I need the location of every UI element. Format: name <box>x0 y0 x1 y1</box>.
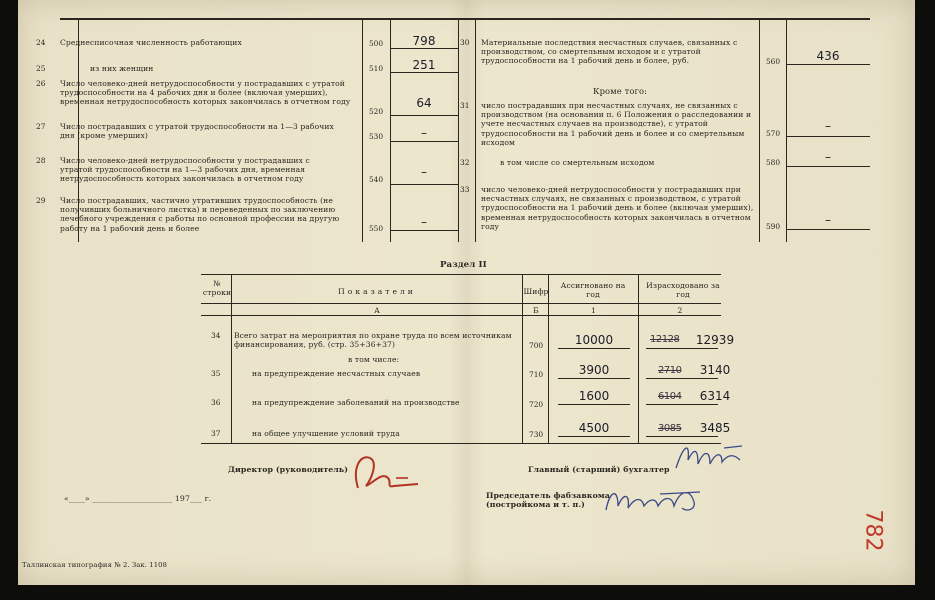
row-value: – <box>421 165 427 179</box>
row-code: 530 <box>368 132 384 141</box>
subheader-assigned: 1 <box>591 306 596 315</box>
row-number: 35 <box>211 369 221 378</box>
value-underline <box>646 436 718 437</box>
spent-crossed-value: 3085 <box>658 423 682 434</box>
row-code: 520 <box>368 107 384 116</box>
row-value: 798 <box>412 34 436 48</box>
chairman-signature <box>600 480 710 520</box>
row-number: 26 <box>36 79 46 88</box>
accountant-signature <box>668 438 748 478</box>
row-number: 34 <box>211 331 221 340</box>
spent-crossed-value: 2710 <box>658 365 682 376</box>
header-code: Шифр <box>523 287 549 296</box>
subheader-code: Б <box>533 306 539 315</box>
row-code: 720 <box>529 400 544 409</box>
value-underline <box>646 404 718 405</box>
assigned-value: 4500 <box>578 421 610 435</box>
row-number: 36 <box>211 398 221 407</box>
row-code: 700 <box>529 341 544 350</box>
in-that-number: в том числе: <box>348 355 400 364</box>
header-assigned: Ассигновано на год <box>560 281 628 300</box>
value-underline <box>786 136 870 137</box>
row-text: в том числе со смертельным исходом <box>500 158 655 167</box>
value-underline <box>558 378 630 379</box>
subheader-spent: 2 <box>677 306 683 315</box>
row-code: 540 <box>368 175 384 184</box>
row-code: 730 <box>529 430 544 439</box>
row-code: 500 <box>368 39 384 48</box>
value-underline <box>390 115 458 116</box>
spent-value: 3140 <box>699 363 731 377</box>
value-underline <box>646 378 718 379</box>
row-value: – <box>421 126 427 140</box>
upper-right-start-line <box>475 18 476 242</box>
upper-value-right-line <box>458 18 459 242</box>
row-text: на предупреждение заболеваний на производстве <box>252 398 460 407</box>
row-text: Число человеко-дней нетрудоспособности у пострадавших с утратой трудоспособности на 4 рабочих дня и более (включая умерших), временная нетрудоспособность которых закончилась в отчетном году <box>60 79 351 107</box>
row-text: число человеко-дней нетрудоспособности у пострадавших при несчастных случаях, не связанных с производством, с утратой трудоспособности на 1 рабочий день и более (включая умерших), временная нетрудоспособность которых закончилась в отчетном году <box>481 185 756 231</box>
row-number: 30 <box>460 38 470 47</box>
director-label: Директор (руководитель) <box>228 465 349 474</box>
row-value: 436 <box>816 49 840 63</box>
value-underline <box>786 229 870 230</box>
row-value: – <box>421 215 427 229</box>
spent-crossed-value: 12128 <box>650 334 680 345</box>
row-text: на общее улучшение условий труда <box>252 429 400 438</box>
chairman-label: Председатель фабзавкома (постройкома и т. п.) <box>486 491 613 510</box>
table-top-line <box>201 274 721 275</box>
value-underline <box>558 436 630 437</box>
value-underline <box>390 72 458 73</box>
row-number: 29 <box>36 196 46 205</box>
row-text: Всего затрат на мероприятия по охране труда по всем источникам финансирования, руб. (стр. 35+36+37) <box>234 331 515 350</box>
table-col-line <box>638 274 639 443</box>
row-number: 28 <box>36 156 46 165</box>
document-page <box>18 0 915 585</box>
table-bottom-line <box>201 443 721 444</box>
assigned-value: 10000 <box>574 333 614 347</box>
header-row-no: № строки <box>202 279 232 298</box>
row-text: Число пострадавших, частично утративших трудоспособность (не получивших больничного листка) и переведенных по заключению лечебного учреждения с работы по основной профессии на другую работу на 1 рабочий день и более <box>60 196 342 233</box>
top-border <box>60 18 870 20</box>
row-value: – <box>825 150 831 164</box>
row-code: 710 <box>529 370 544 379</box>
printer-imprint: Таллинская типография № 2. Зак. 1108 <box>22 561 168 569</box>
row-code: 560 <box>765 57 781 66</box>
assigned-value: 1600 <box>578 389 610 403</box>
date-line: «____» ____________________ 197___ г. <box>64 494 212 503</box>
spent-value: 3485 <box>699 421 731 435</box>
accountant-label: Главный (старший) бухгалтер <box>528 465 670 474</box>
row-number: 32 <box>460 158 470 167</box>
value-underline <box>390 141 458 142</box>
row-number: 27 <box>36 122 46 131</box>
value-underline <box>646 348 718 349</box>
row-code: 510 <box>368 64 384 73</box>
row-text: на предупреждение несчастных случаев <box>252 369 421 378</box>
section-title: Раздел II <box>440 260 487 270</box>
director-signature <box>348 448 428 498</box>
margin-page-number: 782 <box>860 509 886 552</box>
row-value: – <box>825 119 831 133</box>
value-underline <box>390 184 458 185</box>
row-text: из них женщин <box>90 64 154 73</box>
row-number: 24 <box>36 38 46 47</box>
header-spent: Израсходовано за год <box>646 281 723 300</box>
row-text: Число пострадавших с утратой трудоспособности на 1—3 рабочих дня (кроме умерших) <box>60 122 337 141</box>
table-col-line <box>548 274 549 443</box>
subheader-indicators: А <box>374 306 380 315</box>
spent-value: 6314 <box>699 389 731 403</box>
row-number: 37 <box>211 429 221 438</box>
row-text: Среднесписочная численность работающих <box>60 38 242 47</box>
row-text: Материальные последствия несчастных случаев, связанных с производством, со смертельным исходом и с утратой трудоспособности на 1 рабочий день и более, руб. <box>481 38 740 66</box>
spent-crossed-value: 6104 <box>658 391 682 402</box>
row-text: число пострадавших при несчастных случаях, не связанных с производством (на основании п. 6 Положения о расследовании и учете несчастных случаев на производстве), с утратой трудоспособности на 1 рабочий день и более и со смертельным исходом <box>481 101 754 147</box>
value-underline <box>390 230 458 231</box>
row-text: Число человеко-дней нетрудоспособности у пострадавших с утратой трудоспособности на 1—3 рабочих дня, временная нетрудоспособность которых закончилась в отчетном году <box>60 156 313 184</box>
table-col-line <box>522 274 523 443</box>
header-indicators: Показатели <box>338 287 416 296</box>
value-underline <box>558 348 630 349</box>
table-col-line <box>231 274 232 443</box>
upper-left-col-line <box>362 18 363 242</box>
value-underline <box>390 48 458 49</box>
besides-label: Кроме того: <box>593 86 648 96</box>
table-header-bottom <box>201 303 721 304</box>
value-underline <box>786 166 870 167</box>
row-number: 31 <box>460 101 470 110</box>
row-number: 25 <box>36 64 46 73</box>
row-number: 33 <box>460 185 470 194</box>
value-underline <box>558 404 630 405</box>
spent-value: 12939 <box>695 333 735 347</box>
value-underline <box>786 64 870 65</box>
assigned-value: 3900 <box>578 363 610 377</box>
row-value: – <box>825 213 831 227</box>
row-value: 64 <box>416 96 432 110</box>
row-value: 251 <box>412 58 436 72</box>
row-code: 590 <box>765 222 781 231</box>
row-code: 580 <box>765 158 781 167</box>
row-code: 570 <box>765 129 781 138</box>
row-code: 550 <box>368 224 384 233</box>
